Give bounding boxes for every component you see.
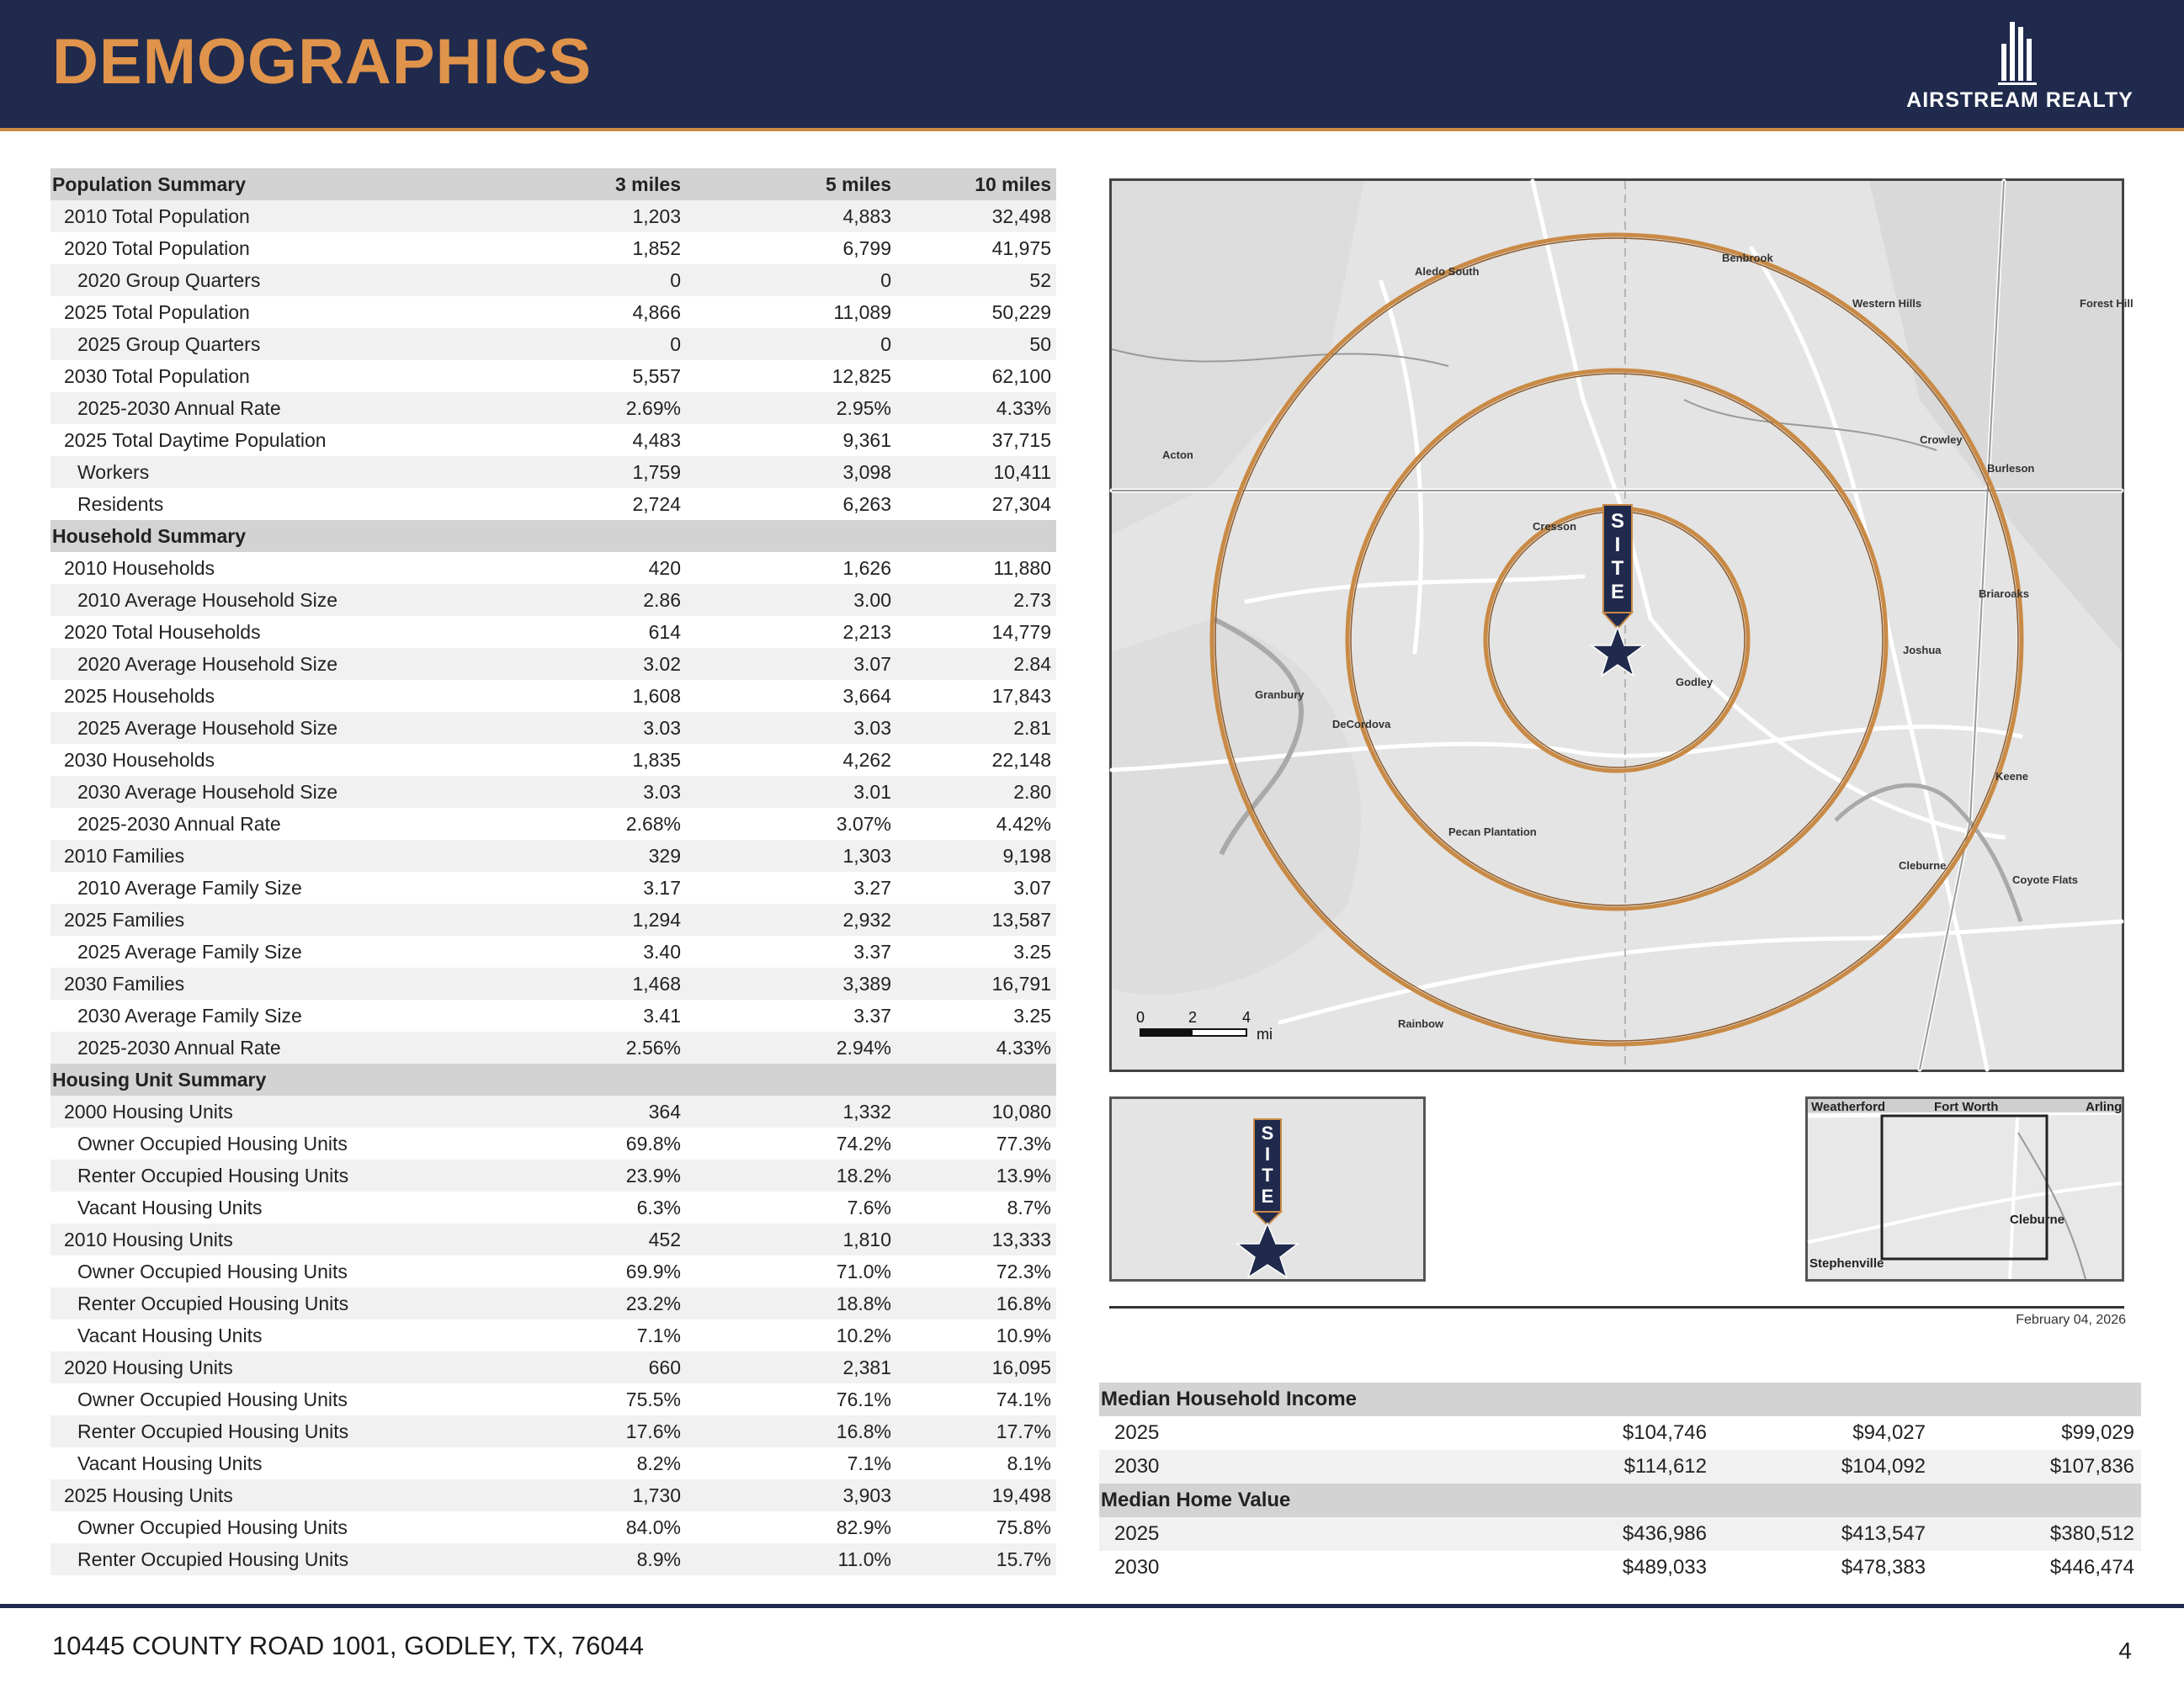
table-row (50, 1479, 1056, 1511)
building-logo-icon (1900, 15, 2139, 86)
cell-value: $413,547 (1714, 1517, 1932, 1551)
cell-value: 16,791 (896, 968, 1056, 1000)
row-label: 2020 Housing Units (50, 1351, 522, 1383)
cell-value: 3.37 (686, 1000, 896, 1032)
cell-value: 12,825 (686, 360, 896, 392)
cell-value: 1,203 (522, 200, 686, 232)
cell-value: 2.80 (896, 776, 1056, 808)
cell-value: 15.7% (896, 1543, 1056, 1575)
footer-divider (0, 1604, 2184, 1608)
logo-text: AIRSTREAM REALTY (1906, 88, 2134, 112)
cell-value: 4,262 (686, 744, 896, 776)
place-label: Rainbow (1398, 1017, 1444, 1030)
row-label: 2010 Households (50, 552, 522, 584)
cell-value: 2.56% (522, 1032, 686, 1064)
site-label: T (1262, 1165, 1273, 1186)
cell-value: 2,213 (686, 616, 896, 648)
cell-value: 32,498 (896, 200, 1056, 232)
place-label: Benbrook (1722, 252, 1773, 264)
table-row (50, 936, 1056, 968)
cell-value: 22,148 (896, 744, 1056, 776)
cell-value: 8.9% (522, 1543, 686, 1575)
inset-label: Cleburne (2010, 1213, 2065, 1227)
place-label: Burleson (1987, 462, 2035, 475)
cell-value: 2.68% (522, 808, 686, 840)
row-label: Vacant Housing Units (50, 1447, 522, 1479)
table-row (50, 616, 1056, 648)
cell-value: 76.1% (686, 1383, 896, 1415)
table-section-row (50, 1064, 1056, 1096)
row-label: 2020 Total Population (50, 232, 522, 264)
page-title: DEMOGRAPHICS (52, 26, 592, 98)
row-label: 2025 Housing Units (50, 1479, 522, 1511)
cell-value: 71.0% (686, 1256, 896, 1287)
cell-value: 16.8% (896, 1287, 1056, 1319)
row-label: Vacant Housing Units (50, 1192, 522, 1224)
cell-value: 420 (522, 552, 686, 584)
map-date: February 04, 2026 (2016, 1313, 2126, 1327)
table-section-row (1099, 1484, 2141, 1517)
cell-value: 2.84 (896, 648, 1056, 680)
table-row (50, 264, 1056, 296)
row-label: 2030 Total Population (50, 360, 522, 392)
cell-value: 3.00 (686, 584, 896, 616)
row-label: 2025 Average Household Size (50, 712, 522, 744)
place-label: Joshua (1903, 644, 1942, 656)
row-label: 2025 Group Quarters (50, 328, 522, 360)
cell-value: 6,263 (686, 488, 896, 520)
table-row (50, 776, 1056, 808)
cell-value: 3.03 (522, 776, 686, 808)
cell-value: 11,089 (686, 296, 896, 328)
cell-value: 452 (522, 1224, 686, 1256)
cell-value: $99,029 (1932, 1416, 2141, 1450)
place-label: Acton (1162, 449, 1193, 461)
cell-value: 2,932 (686, 904, 896, 936)
cell-value: 17.7% (896, 1415, 1056, 1447)
row-label: 2020 Total Households (50, 616, 522, 648)
cell-value: 0 (686, 328, 896, 360)
row-label: 2010 Total Population (50, 200, 522, 232)
cell-value: 3.07 (686, 648, 896, 680)
inset-label: Arling (2086, 1100, 2123, 1114)
table-row (50, 552, 1056, 584)
inset-label: Stephenville (1809, 1256, 1884, 1271)
cell-value: 6.3% (522, 1192, 686, 1224)
cell-value: $114,612 (1486, 1450, 1714, 1484)
cell-value: $104,092 (1714, 1450, 1932, 1484)
cell-value: 2.94% (686, 1032, 896, 1064)
site-label: I (1264, 1144, 1271, 1165)
row-label: Renter Occupied Housing Units (50, 1160, 522, 1192)
cell-value: 75.8% (896, 1511, 1056, 1543)
cell-value: 82.9% (686, 1511, 896, 1543)
table-row (50, 232, 1056, 264)
cell-value: 1,759 (522, 456, 686, 488)
cell-value: 10,080 (896, 1096, 1056, 1128)
table-row (50, 1511, 1056, 1543)
row-label: Owner Occupied Housing Units (50, 1511, 522, 1543)
table-row (50, 200, 1056, 232)
table-row (50, 1032, 1056, 1064)
place-label: Godley (1676, 676, 1714, 688)
table-row (50, 392, 1056, 424)
row-label: 2020 Group Quarters (50, 264, 522, 296)
table-row (50, 712, 1056, 744)
cell-value: 3.07 (896, 872, 1056, 904)
column-header: 5 miles (686, 168, 896, 200)
row-label: 2025 Households (50, 680, 522, 712)
scale-tick-label: 0 (1135, 1009, 1145, 1026)
cell-value: 0 (686, 264, 896, 296)
cell-value: 8.2% (522, 1447, 686, 1479)
cell-value: 3,903 (686, 1479, 896, 1511)
cell-value: 62,100 (896, 360, 1056, 392)
place-label: Keene (1995, 770, 2029, 783)
table-row (50, 840, 1056, 872)
cell-value: 23.2% (522, 1287, 686, 1319)
company-logo (1900, 15, 2139, 121)
cell-value: 8.1% (896, 1447, 1056, 1479)
cell-value: 3.27 (686, 872, 896, 904)
cell-value: 84.0% (522, 1511, 686, 1543)
row-label: Workers (50, 456, 522, 488)
row-label: Vacant Housing Units (50, 1319, 522, 1351)
row-label: Owner Occupied Housing Units (50, 1128, 522, 1160)
cell-value: 7.1% (686, 1447, 896, 1479)
cell-value: 17,843 (896, 680, 1056, 712)
cell-value: 10.2% (686, 1319, 896, 1351)
table-row (1099, 1551, 2141, 1585)
cell-value: $478,383 (1714, 1551, 1932, 1585)
map-canvas (1112, 181, 2134, 1070)
star-icon (1237, 1224, 1298, 1277)
cell-value: 10,411 (896, 456, 1056, 488)
row-label: 2025-2030 Annual Rate (50, 392, 522, 424)
cell-value: 3,664 (686, 680, 896, 712)
row-label: 2010 Average Family Size (50, 872, 522, 904)
cell-value: 4.33% (896, 1032, 1056, 1064)
site-label: E (1261, 1186, 1274, 1207)
table-row (50, 904, 1056, 936)
cell-value: 52 (896, 264, 1056, 296)
place-label: DeCordova (1332, 718, 1391, 730)
cell-value: 23.9% (522, 1160, 686, 1192)
cell-value: 329 (522, 840, 686, 872)
row-label: 2010 Families (50, 840, 522, 872)
cell-value: 3,389 (686, 968, 896, 1000)
place-label: Granbury (1255, 688, 1305, 701)
cell-value: 27,304 (896, 488, 1056, 520)
cell-value: 3.37 (686, 936, 896, 968)
row-label: 2030 Households (50, 744, 522, 776)
cell-value: 3.25 (896, 936, 1056, 968)
site-label: S (1610, 510, 1625, 533)
cell-value: 1,730 (522, 1479, 686, 1511)
table-row (50, 296, 1056, 328)
cell-value: 2,381 (686, 1351, 896, 1383)
table-row (50, 1224, 1056, 1256)
cell-value: 16.8% (686, 1415, 896, 1447)
place-label: Briaroaks (1979, 587, 2029, 600)
cell-value: 3.41 (522, 1000, 686, 1032)
cell-value: $436,986 (1486, 1517, 1714, 1551)
table-row (50, 648, 1056, 680)
cell-value: 3.40 (522, 936, 686, 968)
row-label: 2025 (1099, 1416, 1486, 1450)
place-label: Pecan Plantation (1448, 826, 1537, 838)
row-label: Renter Occupied Housing Units (50, 1415, 522, 1447)
table-row (50, 1383, 1056, 1415)
table-row (50, 1256, 1056, 1287)
cell-value: 17.6% (522, 1415, 686, 1447)
cell-value: 4.42% (896, 808, 1056, 840)
cell-value: 0 (522, 264, 686, 296)
place-label: Crowley (1920, 433, 1963, 446)
demographics-table (50, 168, 1056, 1575)
row-label: Owner Occupied Housing Units (50, 1256, 522, 1287)
cell-value: 3.07% (686, 808, 896, 840)
site-label: S (1261, 1123, 1274, 1144)
cell-value: 1,332 (686, 1096, 896, 1128)
cell-value: 8.7% (896, 1192, 1056, 1224)
table-row (1099, 1450, 2141, 1484)
cell-value: 3.02 (522, 648, 686, 680)
cell-value: 1,608 (522, 680, 686, 712)
table-row (50, 1000, 1056, 1032)
cell-value: 13.9% (896, 1160, 1056, 1192)
cell-value: 2.81 (896, 712, 1056, 744)
table-row (50, 456, 1056, 488)
cell-value: 0 (522, 328, 686, 360)
cell-value: 3.03 (686, 712, 896, 744)
cell-value: 11.0% (686, 1543, 896, 1575)
cell-value: 18.2% (686, 1160, 896, 1192)
place-label: Coyote Flats (2012, 873, 2079, 886)
cell-value: 1,835 (522, 744, 686, 776)
table-row (50, 680, 1056, 712)
cell-value: 1,303 (686, 840, 896, 872)
cell-value: 50 (896, 328, 1056, 360)
locator-inset-map (1805, 1096, 2124, 1282)
cell-value: 13,587 (896, 904, 1056, 936)
table-row (50, 1319, 1056, 1351)
cell-value: 74.2% (686, 1128, 896, 1160)
table-row (50, 1447, 1056, 1479)
cell-value: 4,483 (522, 424, 686, 456)
section-heading: Housing Unit Summary (50, 1064, 1056, 1096)
section-heading: Median Home Value (1099, 1484, 2141, 1517)
inset-label: Fort Worth (1934, 1100, 1999, 1114)
place-label: Cresson (1533, 520, 1577, 533)
cell-value: 1,810 (686, 1224, 896, 1256)
cell-value: 50,229 (896, 296, 1056, 328)
table-section-row (1099, 1383, 2141, 1416)
place-label: Western Hills (1852, 297, 1922, 310)
table-row (50, 1543, 1056, 1575)
table-row (50, 1287, 1056, 1319)
table-row (50, 744, 1056, 776)
cell-value: 41,975 (896, 232, 1056, 264)
cell-value: 7.6% (686, 1192, 896, 1224)
income-table (1099, 1383, 2141, 1585)
place-label: Cleburne (1899, 859, 1947, 872)
row-label: Owner Occupied Housing Units (50, 1383, 522, 1415)
table-row (50, 808, 1056, 840)
section-heading: Household Summary (50, 520, 1056, 552)
cell-value: 3.01 (686, 776, 896, 808)
cell-value: 16,095 (896, 1351, 1056, 1383)
row-label: 2025 Total Daytime Population (50, 424, 522, 456)
cell-value: 69.8% (522, 1128, 686, 1160)
inset-label: Weatherford (1811, 1100, 1886, 1114)
cell-value: 3.17 (522, 872, 686, 904)
scale-tick-label: 2 (1188, 1009, 1198, 1026)
cell-value: $380,512 (1932, 1517, 2141, 1551)
cell-value: 10.9% (896, 1319, 1056, 1351)
row-label: 2030 Average Family Size (50, 1000, 522, 1032)
cell-value: 9,361 (686, 424, 896, 456)
property-address: 10445 COUNTY ROAD 1001, GODLEY, TX, 76044 (52, 1631, 645, 1660)
cell-value: $107,836 (1932, 1450, 2141, 1484)
row-label: Residents (50, 488, 522, 520)
table-row (50, 968, 1056, 1000)
radius-map (1109, 178, 2134, 1072)
cell-value: 1,294 (522, 904, 686, 936)
row-label: 2025-2030 Annual Rate (50, 1032, 522, 1064)
site-label: T (1611, 557, 1624, 580)
page-header (0, 0, 2184, 131)
cell-value: 660 (522, 1351, 686, 1383)
cell-value: 2.86 (522, 584, 686, 616)
row-label: 2000 Housing Units (50, 1096, 522, 1128)
cell-value: 14,779 (896, 616, 1056, 648)
table-row (50, 1192, 1056, 1224)
scale-unit: mi (1257, 1026, 1273, 1043)
cell-value: 4,866 (522, 296, 686, 328)
cell-value: 2.73 (896, 584, 1056, 616)
cell-value: 5,557 (522, 360, 686, 392)
table-row (50, 584, 1056, 616)
cell-value: 18.8% (686, 1287, 896, 1319)
table-row (50, 488, 1056, 520)
site-label: I (1614, 534, 1621, 556)
table-row (50, 872, 1056, 904)
cell-value: 75.5% (522, 1383, 686, 1415)
table-row (50, 1096, 1056, 1128)
cell-value: 7.1% (522, 1319, 686, 1351)
cell-value: 1,626 (686, 552, 896, 584)
cell-value: 4.33% (896, 392, 1056, 424)
place-label: Aledo South (1415, 265, 1480, 278)
table-row (1099, 1517, 2141, 1551)
cell-value: 13,333 (896, 1224, 1056, 1256)
table-section-row (50, 520, 1056, 552)
row-label: 2030 (1099, 1450, 1486, 1484)
cell-value: $104,746 (1486, 1416, 1714, 1450)
cell-value: 3.03 (522, 712, 686, 744)
cell-value: 2.95% (686, 392, 896, 424)
cell-value: 9,198 (896, 840, 1056, 872)
row-label: 2010 Average Household Size (50, 584, 522, 616)
inset-canvas (1808, 1099, 2122, 1279)
cell-value: 3.25 (896, 1000, 1056, 1032)
table-header-row (50, 168, 1056, 200)
row-label: Renter Occupied Housing Units (50, 1543, 522, 1575)
cell-value: 3,098 (686, 456, 896, 488)
row-label: 2025 (1099, 1517, 1486, 1551)
cell-value: 74.1% (896, 1383, 1056, 1415)
row-label: 2025 Average Family Size (50, 936, 522, 968)
row-label: 2030 (1099, 1551, 1486, 1585)
page-number: 4 (2118, 1638, 2132, 1664)
row-label: 2030 Families (50, 968, 522, 1000)
cell-value: 6,799 (686, 232, 896, 264)
table-row (50, 1415, 1056, 1447)
cell-value: 614 (522, 616, 686, 648)
cell-value: 1,852 (522, 232, 686, 264)
cell-value: 19,498 (896, 1479, 1056, 1511)
site-legend-icon (1112, 1099, 1423, 1279)
cell-value: 2.69% (522, 392, 686, 424)
map-divider (1109, 1306, 2124, 1309)
row-label: Renter Occupied Housing Units (50, 1287, 522, 1319)
cell-value: 2,724 (522, 488, 686, 520)
table-row (50, 360, 1056, 392)
site-label: E (1610, 581, 1625, 603)
cell-value: $489,033 (1486, 1551, 1714, 1585)
column-header: Population Summary (50, 168, 522, 200)
scale-tick-label: 4 (1241, 1009, 1251, 1026)
table-row (50, 1160, 1056, 1192)
cell-value: 1,468 (522, 968, 686, 1000)
cell-value: 364 (522, 1096, 686, 1128)
table-row (50, 1128, 1056, 1160)
cell-value: 69.9% (522, 1256, 686, 1287)
column-header: 3 miles (522, 168, 686, 200)
cell-value: $446,474 (1932, 1551, 2141, 1585)
column-header: 10 miles (896, 168, 1056, 200)
cell-value: 11,880 (896, 552, 1056, 584)
row-label: 2025 Families (50, 904, 522, 936)
site-legend-box (1109, 1096, 1426, 1282)
table-row (50, 328, 1056, 360)
table-row (1099, 1416, 2141, 1450)
cell-value: 37,715 (896, 424, 1056, 456)
cell-value: 72.3% (896, 1256, 1056, 1287)
place-label: Forest Hill (2080, 297, 2134, 310)
row-label: 2020 Average Household Size (50, 648, 522, 680)
row-label: 2010 Housing Units (50, 1224, 522, 1256)
row-label: 2025-2030 Annual Rate (50, 808, 522, 840)
cell-value: 4,883 (686, 200, 896, 232)
row-label: 2030 Average Household Size (50, 776, 522, 808)
section-heading: Median Household Income (1099, 1383, 2141, 1416)
row-label: 2025 Total Population (50, 296, 522, 328)
cell-value: 77.3% (896, 1128, 1056, 1160)
table-row (50, 424, 1056, 456)
table-row (50, 1351, 1056, 1383)
cell-value: $94,027 (1714, 1416, 1932, 1450)
